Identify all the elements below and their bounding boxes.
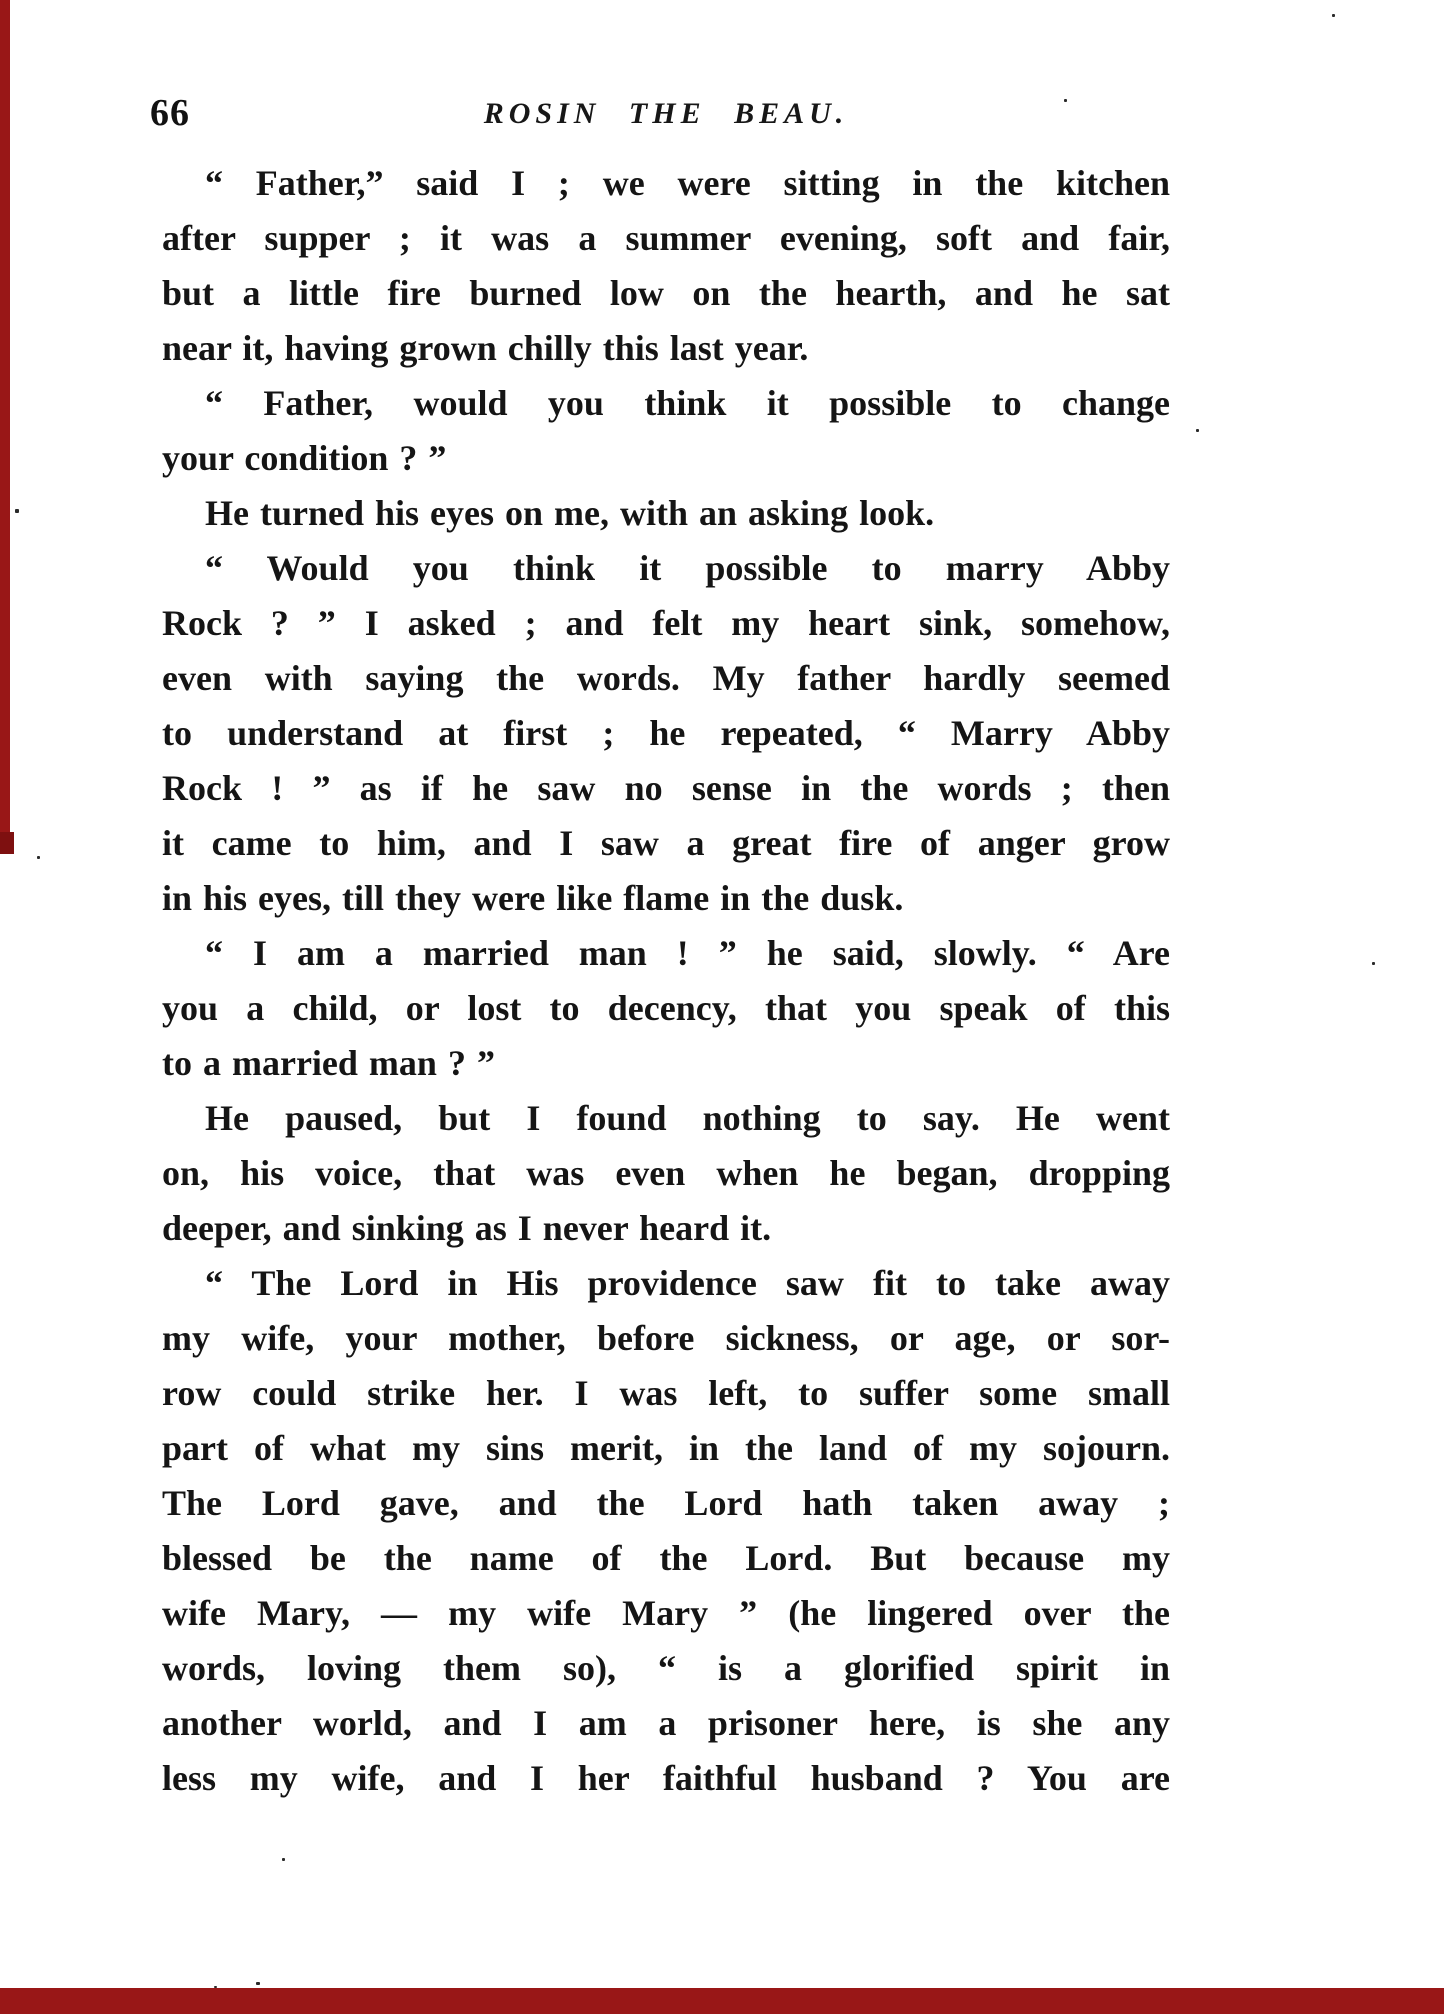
text-line: wife Mary, — my wife Mary ” (he lingered over the [162,1593,1170,1633]
page-body [162,156,1170,1806]
text-line: another world, and I am a prisoner here, is she any [162,1703,1170,1743]
text-line: Rock ? ” I asked ; and felt my heart sink, somehow, [162,603,1170,643]
text-line: near it, having grown chilly this last year. [162,328,809,368]
text-line: but a little fire burned low on the hearth, and he sat [162,273,1170,313]
text-line: blessed be the name of the Lord. But because my [162,1538,1170,1578]
paragraph [162,376,1170,486]
scan-speck [37,856,40,859]
text-line: row could strike her. I was left, to suffer some small [162,1373,1170,1413]
text-line: to understand at first ; he repeated, “ Marry Abby [162,713,1170,753]
scan-speck [15,509,19,513]
paragraph [162,1091,1170,1256]
text-line: deeper, and sinking as I never heard it. [162,1208,772,1248]
text-line: “ Would you think it possible to marry Abby [205,548,1170,588]
text-line: He turned his eyes on me, with an asking look. [205,493,935,533]
text-line: “ Father, would you think it possible to change [205,383,1170,423]
paragraph [162,1256,1170,1806]
text-line: on, his voice, that was even when he began, dropping [162,1153,1170,1193]
text-line: in his eyes, till they were like flame in the dusk. [162,878,904,918]
text-line: “ Father,” said I ; we were sitting in the kitchen [205,163,1170,203]
text-line: words, loving them so), “ is a glorified spirit in [162,1648,1170,1688]
scan-speck [1372,962,1375,965]
text-line: your condition ? ” [162,438,447,478]
paragraph [162,541,1170,926]
scan-edge-left [0,0,10,846]
scan-speck [1332,14,1335,17]
text-line: The Lord gave, and the Lord hath taken away ; [162,1483,1170,1523]
text-line: “ The Lord in His providence saw fit to take away [205,1263,1170,1303]
paragraph [162,486,1170,541]
text-line: to a married man ? ” [162,1043,495,1083]
scan-speck [1064,99,1067,102]
scan-speck [282,1858,285,1861]
text-line: He paused, but I found nothing to say. He went [205,1098,1170,1138]
text-line: even with saying the words. My father hardly seemed [162,658,1170,698]
scan-edge-bottom [0,1988,1444,2014]
scan-speck [214,1986,217,1988]
text-line: you a child, or lost to decency, that you speak of this [162,988,1170,1028]
text-line: Rock ! ” as if he saw no sense in the words ; then [162,768,1170,808]
scan-edge-left-tip [0,832,14,854]
page-number: 66 [150,92,190,134]
scan-speck [256,1982,260,1985]
text-line: my wife, your mother, before sickness, or age, or sor- [162,1318,1170,1358]
paragraph [162,156,1170,376]
text-line: after supper ; it was a summer evening, soft and fair, [162,218,1170,258]
text-line: less my wife, and I her faithful husband ? You are [162,1758,1170,1798]
text-line: “ I am a married man ! ” he said, slowly. “ Are [205,933,1170,973]
running-header: ROSIN THE BEAU. [483,97,849,130]
scan-speck [1196,429,1199,432]
text-line: part of what my sins merit, in the land of my sojourn. [162,1428,1170,1468]
text-line: it came to him, and I saw a great fire of anger grow [162,823,1170,863]
paragraph [162,926,1170,1091]
